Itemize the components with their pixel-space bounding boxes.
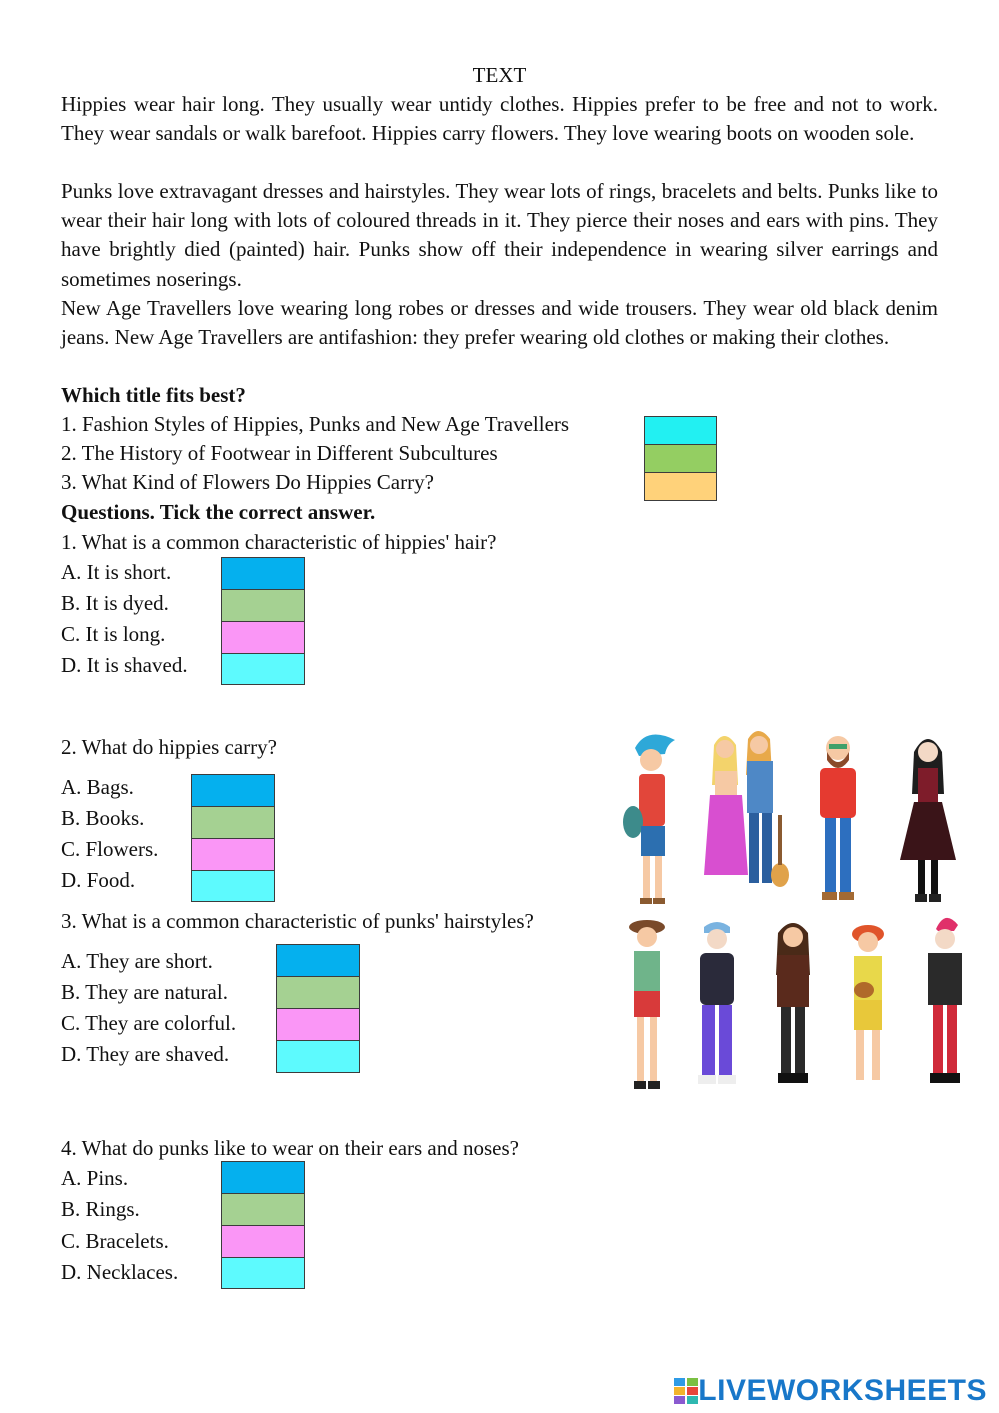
question-1: 1. What is a common characteristic of hippies' hair? (61, 530, 497, 554)
liveworksheets-logo-icon (674, 1378, 698, 1404)
hippie-figure-blue-hair (617, 730, 687, 908)
paragraph-punks: Punks love extravagant dresses and hairstyles. They wear lots of rings, bracelets and belts. Punks like to wear their hair long with lots of coloured threads in it. They pierce their noses and ears with pins. They have brightly died (painted) hair. Punks show off their independence in wearing silver earrings and sometimes noserings. (61, 179, 938, 291)
q1-answer-b: B. It is dyed. (61, 591, 169, 615)
subculture-people-illustration (612, 725, 990, 1105)
q3-box-c[interactable] (276, 1008, 360, 1041)
title-option-2: 2. The History of Footwear in Different Subcultures (61, 441, 498, 465)
title-option-1: 1. Fashion Styles of Hippies, Punks and New Age Travellers (61, 412, 570, 436)
q4-answer-a: A. Pins. (61, 1166, 129, 1190)
paragraph-hippies: Hippies wear hair long. They usually wear untidy clothes. Hippies prefer to be free and not to work. They wear sandals or walk barefoot. Hippies carry flowers. They love wearing boots on wooden sole. (61, 92, 938, 146)
title-answer-box-2[interactable] (644, 444, 717, 473)
q4-box-d[interactable] (221, 1257, 305, 1289)
q4-answer-d: D. Necklaces. (61, 1260, 179, 1284)
q1-box-d[interactable] (221, 653, 305, 685)
q3-answer-a: A. They are short. (61, 949, 213, 973)
q4-answer-b: B. Rings. (61, 1197, 140, 1221)
q2-answer-b: B. Books. (61, 806, 145, 830)
hippie-couple-figure (700, 725, 790, 905)
question-4: 4. What do punks like to wear on their ears and noses? (61, 1136, 519, 1160)
paragraph-new-age-travellers: New Age Travellers love wearing long robes or dresses and wide trousers. They wear old black denim jeans. New Age Travellers are antifashion: they prefer wearing old clothes or making their clothes. (61, 296, 938, 350)
liveworksheets-logo-text: LIVEWORKSHEETS (698, 1374, 987, 1407)
title-answer-box-1[interactable] (644, 416, 717, 445)
rocker-figure-long-hair (762, 915, 824, 1095)
page-title: TEXT (472, 63, 527, 87)
questions-heading: Questions. Tick the correct answer. (61, 500, 376, 524)
q3-box-a[interactable] (276, 944, 360, 977)
q2-answer-c: C. Flowers. (61, 837, 159, 861)
q2-box-b[interactable] (191, 806, 275, 839)
q2-box-a[interactable] (191, 774, 275, 807)
q1-answer-c: C. It is long. (61, 622, 166, 646)
q3-answer-b: B. They are natural. (61, 980, 228, 1004)
q2-box-d[interactable] (191, 870, 275, 902)
punk-figure-mohawk (914, 915, 976, 1095)
title-option-3: 3. What Kind of Flowers Do Hippies Carry? (61, 470, 434, 494)
q3-answer-c: C. They are colorful. (61, 1011, 237, 1035)
q1-box-b[interactable] (221, 589, 305, 622)
q2-box-c[interactable] (191, 838, 275, 871)
hipster-figure-red-shirt (807, 730, 869, 908)
liveworksheets-logo (674, 1374, 987, 1408)
q2-answer-a: A. Bags. (61, 775, 134, 799)
title-question-heading: Which title fits best? (61, 383, 246, 407)
goth-figure-dress (896, 730, 960, 908)
q4-answer-c: C. Bracelets. (61, 1229, 169, 1253)
q3-box-d[interactable] (276, 1040, 360, 1073)
q3-box-b[interactable] (276, 976, 360, 1009)
q1-answer-a: A. It is short. (61, 560, 172, 584)
q4-box-b[interactable] (221, 1193, 305, 1226)
girl-figure-hat (617, 915, 677, 1095)
q3-answer-d: D. They are shaved. (61, 1042, 230, 1066)
question-2: 2. What do hippies carry? (61, 735, 277, 759)
q4-box-c[interactable] (221, 1225, 305, 1258)
q1-box-a[interactable] (221, 557, 305, 590)
rapper-figure-cap (684, 915, 750, 1095)
q4-box-a[interactable] (221, 1161, 305, 1194)
question-3: 3. What is a common characteristic of punks' hairstyles? (61, 909, 534, 933)
title-answer-box-3[interactable] (644, 472, 717, 501)
q1-box-c[interactable] (221, 621, 305, 654)
q2-answer-d: D. Food. (61, 868, 136, 892)
reggae-figure-ukulele (834, 920, 904, 1095)
q1-answer-d: D. It is shaved. (61, 653, 188, 677)
